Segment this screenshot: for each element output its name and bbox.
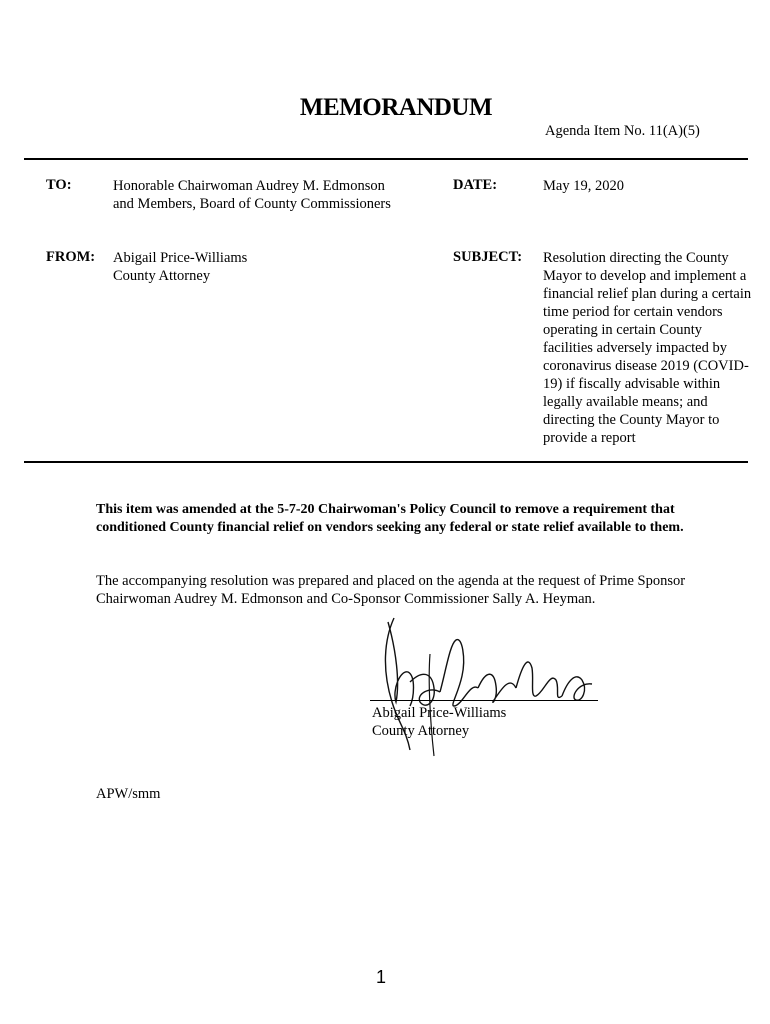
subject-label: SUBJECT: (453, 249, 523, 265)
signatory-name: Abigail Price-Williams (372, 705, 507, 721)
to-label: TO: (46, 177, 72, 193)
to-line-2: and Members, Board of County Commissioners (113, 196, 391, 212)
memo-title: MEMORANDUM (299, 94, 493, 121)
from-label: FROM: (46, 249, 96, 265)
amendment-note: This item was amended at the 5-7-20 Chairwoman's Policy Council to remove a requirement that conditioned County financial relief on vendors seeking any federal or state relief available to them. (96, 502, 684, 535)
from-line-2: County Attorney (113, 268, 211, 284)
from-sender (113, 249, 247, 285)
date-label: DATE: (453, 177, 498, 193)
signatory (372, 704, 506, 740)
typist-initials: APW/smm (96, 786, 161, 802)
top-divider (24, 158, 748, 160)
bottom-divider (24, 461, 748, 463)
signatory-title: County Attorney (372, 723, 470, 739)
signature-line (370, 700, 598, 701)
to-recipient (113, 177, 391, 213)
page-number: 1 (376, 967, 387, 987)
subject-text: Resolution directing the County Mayor to develop and implement a financial relief plan during a certain time period for certain vendors operating in certain County facilities adversely impacted by coronavirus disease 2019 (COVID-19) if fiscally advisable within legally available means; and directing the County Mayor to provide a report (543, 250, 752, 446)
sponsor-paragraph: The accompanying resolution was prepared and placed on the agenda at the request of Prime Sponsor Chairwoman Audrey M. Edmonson and Co-Sponsor Commissioner Sally A. Heyman. (96, 573, 686, 607)
agenda-item-number: Agenda Item No. 11(A)(5) (545, 123, 700, 139)
from-line-1: Abigail Price-Williams (113, 250, 248, 266)
date-value: May 19, 2020 (543, 178, 624, 194)
to-line-1: Honorable Chairwoman Audrey M. Edmonson (113, 178, 385, 194)
